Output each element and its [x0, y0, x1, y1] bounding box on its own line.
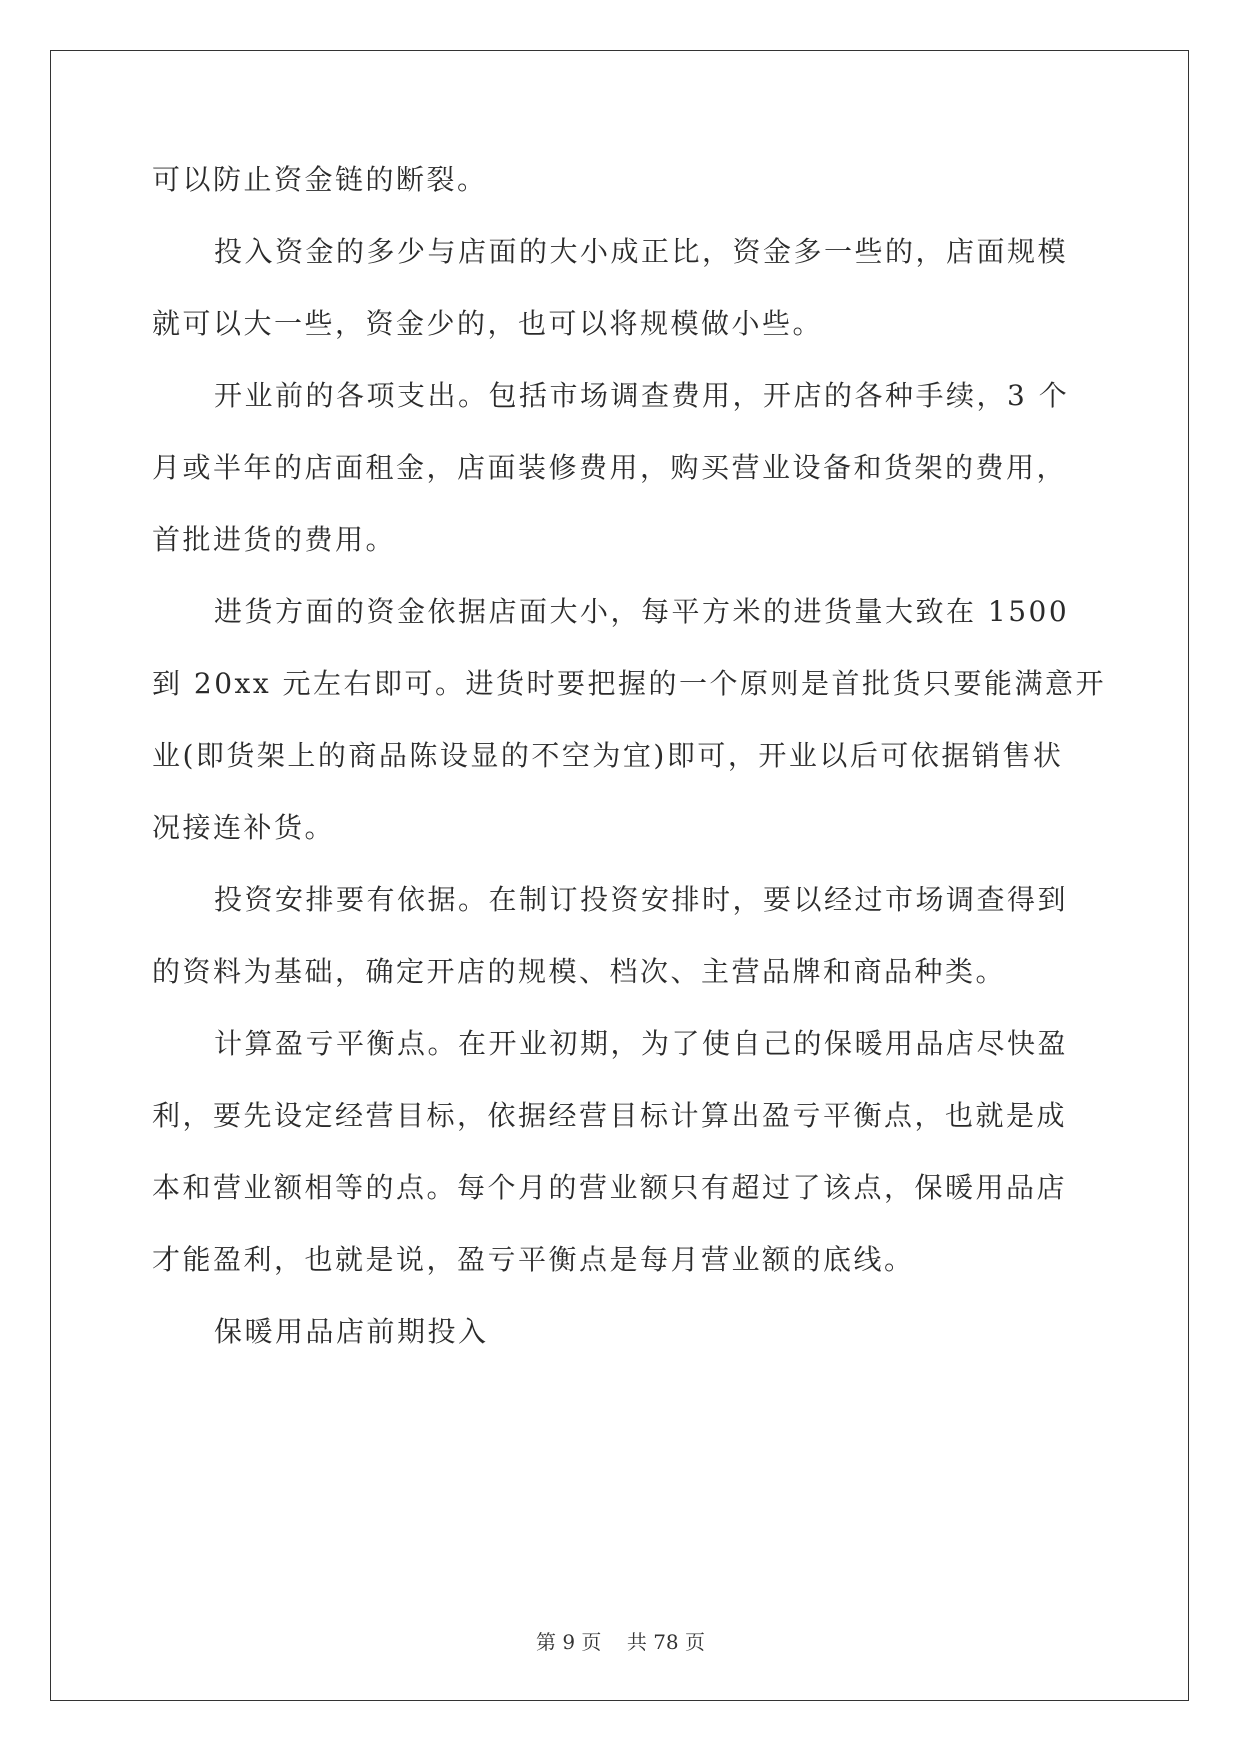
paragraph-first-line: 投入资金的多少与店面的大小成正比，资金多一些的，店面规模: [214, 235, 1069, 268]
text-line: 可以防止资金链的断裂。: [152, 163, 488, 196]
text-line: 月或半年的店面租金，店面装修费用，购买营业设备和货架的费用，: [152, 451, 1068, 484]
paragraph-first-line: 开业前的各项支出。包括市场调查费用，开店的各种手续，3 个: [214, 379, 1070, 412]
text-line: 首批进货的费用。: [152, 523, 397, 556]
text-line: 就可以大一些，资金少的，也可以将规模做小些。: [152, 307, 824, 340]
text-line: 况接连补货。: [152, 811, 336, 844]
text-line: 的资料为基础，确定开店的规模、档次、主营品牌和商品种类。: [152, 955, 1007, 988]
text-line: 到 20xx 元左右即可。进货时要把握的一个原则是首批货只要能满意开: [152, 667, 1107, 700]
page-number: 第 9 页 共 78 页: [535, 1630, 706, 1654]
page-border: [50, 50, 1189, 1701]
paragraph-first-line: 投资安排要有依据。在制订投资安排时，要以经过市场调查得到: [214, 883, 1069, 916]
text-line: 才能盈利，也就是说，盈亏平衡点是每月营业额的底线。: [152, 1243, 915, 1276]
paragraph-first-line: 计算盈亏平衡点。在开业初期，为了使自己的保暖用品店尽快盈: [214, 1027, 1069, 1060]
page-footer: [0, 1626, 1241, 1655]
text-line: 本和营业额相等的点。每个月的营业额只有超过了该点，保暖用品店: [152, 1171, 1068, 1204]
section-heading: 保暖用品店前期投入: [214, 1315, 489, 1348]
text-line: 利，要先设定经营目标，依据经营目标计算出盈亏平衡点，也就是成: [152, 1099, 1068, 1132]
text-line: 业(即货架上的商品陈设显的不空为宜)即可，开业以后可依据销售状: [152, 739, 1064, 772]
paragraph-first-line: 进货方面的资金依据店面大小，每平方米的进货量大致在 1500: [214, 595, 1070, 628]
